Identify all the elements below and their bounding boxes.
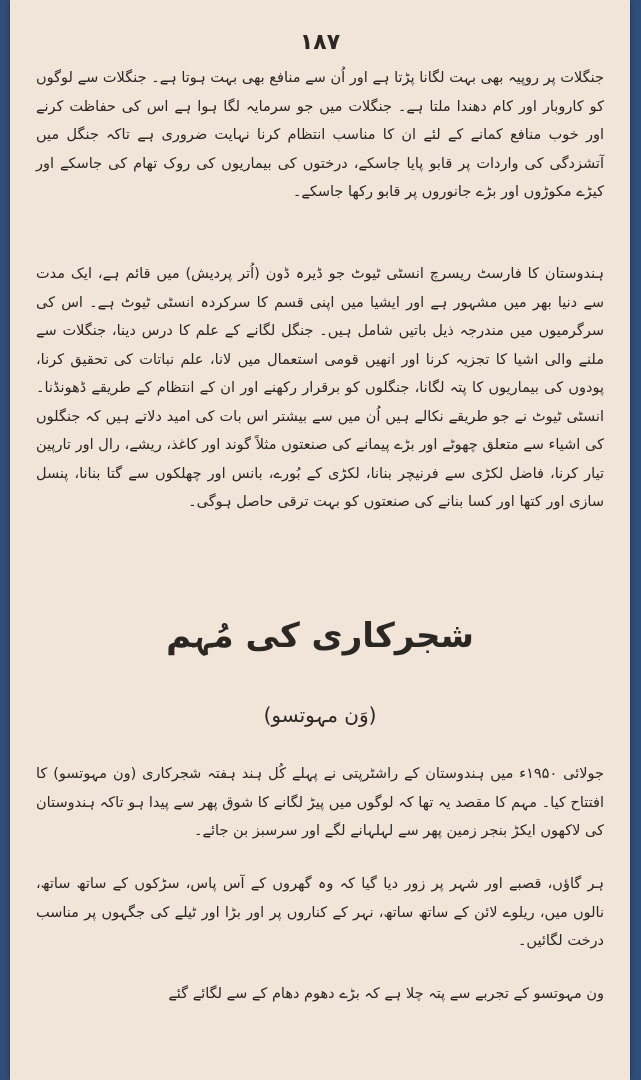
- page-number: ۱۸۷: [299, 30, 341, 55]
- paragraph-villages-planting: ہر گاؤں، قصبے اور شہر پر زور دیا گیا کہ وہ گھروں کے آس پاس، سڑکوں کے ساتھ ساتھ، نالوں میں، ریلوے لائن کے ساتھ ساتھ، نہر کے کناروں پر اور بڑا اور ٹیلے کی جگہوں پر مناسب درخت لگائیں۔: [36, 876, 604, 949]
- section-heading: شجرکاری کی مُہم: [166, 616, 474, 656]
- paragraph-research-institute: ہندوستان کا فارسٹ ریسرچ انسٹی ٹیوٹ جو ڈیرہ ڈون (اُتر پردیش) میں قائم ہے، ایک مدت سے دنیا بھر میں مشہور ہے اور ایشیا میں اپنی قسم کا سرکردہ انسٹی ٹیوٹ ہے۔ اس کی سرگرمیوں میں مندرجہ ذیل باتیں شامل ہیں۔ جنگل لگانے کے علم کا درس دینا، جنگلات سے ملنے والی اشیا کا تجزیہ کرنا اور انھیں قومی استعمال میں لانا، علم نباتات کی تحقیق کرنا، پودوں کی بیماریوں کا پتہ لگانا، جنگلوں کو برقرار رکھنے اور ان کے انتظام کے طریقے ڈھونڈنا۔ انسٹی ٹیوٹ نے جو طریقے نکالے ہیں اُن میں سے بیشتر اس بات کی امید دلاتے ہیں کہ جنگلوں کی اشیاء سے متعلق چھوٹے اور بڑے پیمانے کی صنعتوں مثلاً گوند اور کاغذ، ریشے، رال اور تارپین تیار کرنا، فاضل لکڑی سے فرنیچر بنانا، لکڑی کے بُورے، بانس اور چھلکوں سے گتا بنانا، پنسل سازی اور کتھا اور کسا بنانے کی صنعتوں کو بہت ترقی حاصل ہوگی۔: [36, 266, 604, 510]
- book-page: [10, 0, 630, 1080]
- paragraph-experience: ون مہوتسو کے تجربے سے پتہ چلا ہے کہ بڑے دھوم دھام کے سے لگائے گئے: [168, 986, 604, 1002]
- section-subheading: (وَن مہوتسو): [263, 703, 377, 727]
- paragraph-forest-investment: جنگلات پر روپیہ بھی بہت لگانا پڑتا ہے اور اُن سے منافع بھی بہت ہوتا ہے۔ جنگلات سے لوگوں کو کاروبار اور کام دھندا ملتا ہے۔ جنگلات میں جو سرمایہ لگا ہوا ہے اس کی حفاظت کرنے اور خوب منافع کمانے کے لئے ان کا مناسب انتظام کرنا نہایت ضروری ہے تاکہ جنگل میں آتشزدگی کی واردات پر قابو پایا جاسکے، درختوں کی بیماریوں کی روک تھام کی جاسکے اور کیڑے مکوڑوں اور بڑے جانوروں پر قابو رکھا جاسکے۔: [36, 70, 604, 200]
- paragraph-van-mahotsav: جولائی ۱۹۵۰ء میں ہندوستان کے راشٹرپتی نے پہلے کُل ہند ہفتہ شجرکاری (ون مہوتسو) کا افتتاح کیا۔ مہم کا مقصد یہ تھا کہ لوگوں میں پیڑ لگانے کا شوق پھر سے پیدا ہو تاکہ ہندوستان کی لاکھوں ایکڑ بنجر زمین پھر سے لہلہانے لگے اور سرسبز بن جائے۔: [36, 766, 604, 839]
- page-content: [36, 0, 604, 1080]
